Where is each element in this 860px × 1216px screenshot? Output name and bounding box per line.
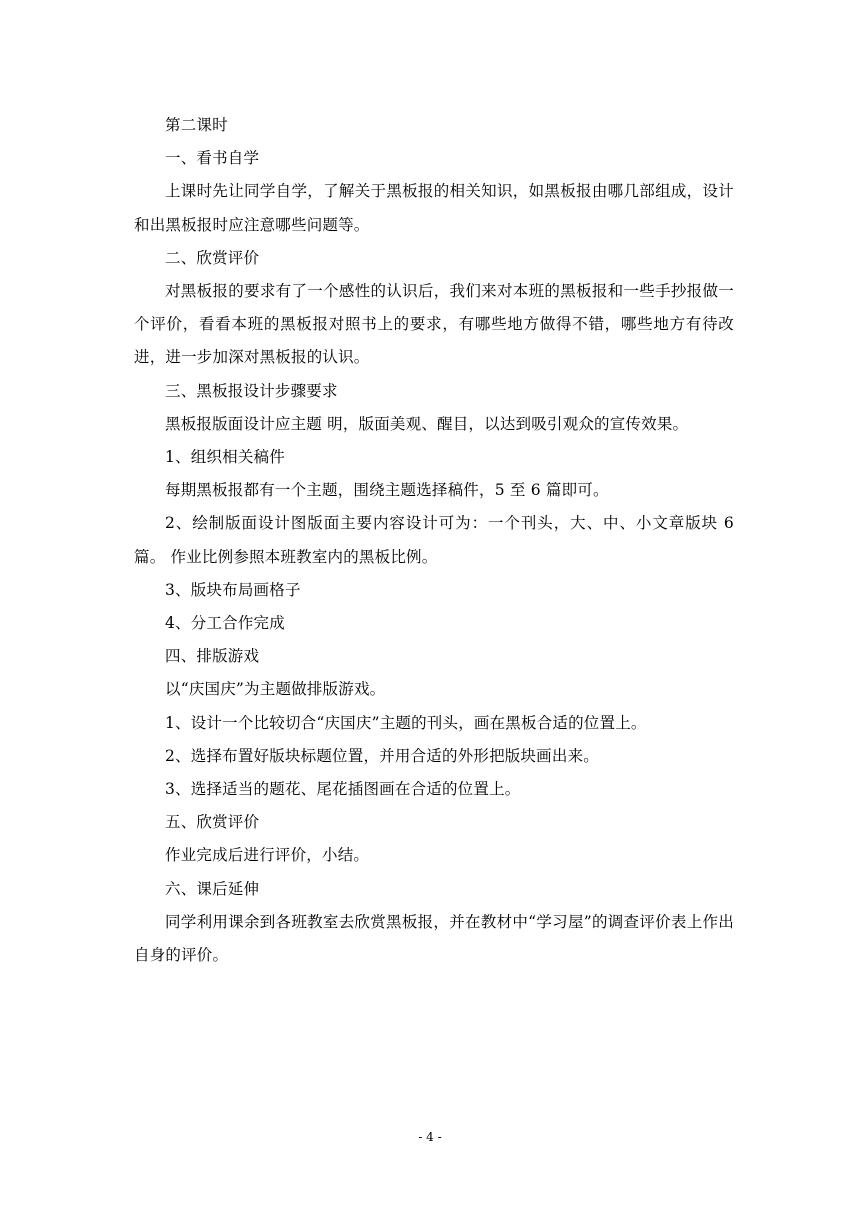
body-paragraph: 上课时先让同学自学，了解关于黑板报的相关知识，如黑板报由哪几部组成，设计和出黑板报时应注意哪些问题等。 (134, 182, 734, 234)
section-heading: 五、欣赏评价 (165, 813, 260, 832)
body-paragraph: 每期黑板报都有一个主题，围绕主题选择稿件，5 至 6 篇即可。 (165, 481, 609, 500)
step-item: 1、设计一个比较切合“庆国庆”主题的刊头，画在黑板合适的位置上。 (165, 713, 647, 732)
page-number: - 4 - (418, 1130, 442, 1144)
section-heading: 二、欣赏评价 (165, 248, 260, 267)
step-item: 1、组织相关稿件 (165, 448, 285, 467)
section-heading: 四、排版游戏 (165, 647, 260, 666)
body-paragraph: 对黑板报的要求有了一个感性的认识后，我们来对本班的黑板报和一些手抄报做一个评价，看看本班的黑板报对照书上的要求，有哪些地方做得不错，哪些地方有待改进，进一步加深对黑板报的认识。 (134, 282, 734, 367)
body-paragraph: 黑板报版面设计应主题 明，版面美观、醒目，以达到吸引观众的宣传效果。 (165, 414, 689, 433)
step-item: 2、选择布置好版块标题位置，并用合适的外形把版块画出来。 (165, 746, 599, 765)
step-item: 2、绘制版面设计图版面主要内容设计可为：一个刊头，大、中、小文章版块 6 篇。 作业比例参照本班教室内的黑板比例。 (134, 514, 734, 566)
section-heading: 三、黑板报设计步骤要求 (165, 381, 338, 400)
section-heading: 六、课后延伸 (165, 879, 260, 898)
body-paragraph: 同学利用课余到各班教室去欣赏黑板报，并在教材中“学习屋”的调查评价表上作出自身的评价。 (134, 912, 734, 965)
document-body (134, 109, 734, 972)
section-heading: 一、看书自学 (165, 149, 260, 168)
body-paragraph: 作业完成后进行评价，小结。 (165, 846, 370, 865)
lesson-title: 第二课时 (165, 116, 228, 134)
step-item: 3、版块布局画格子 (165, 580, 301, 599)
body-paragraph: 以“庆国庆”为主题做排版游戏。 (165, 680, 386, 699)
step-item: 4、分工合作完成 (165, 614, 285, 633)
step-item: 3、选择适当的题花、尾花插图画在合适的位置上。 (165, 780, 521, 799)
